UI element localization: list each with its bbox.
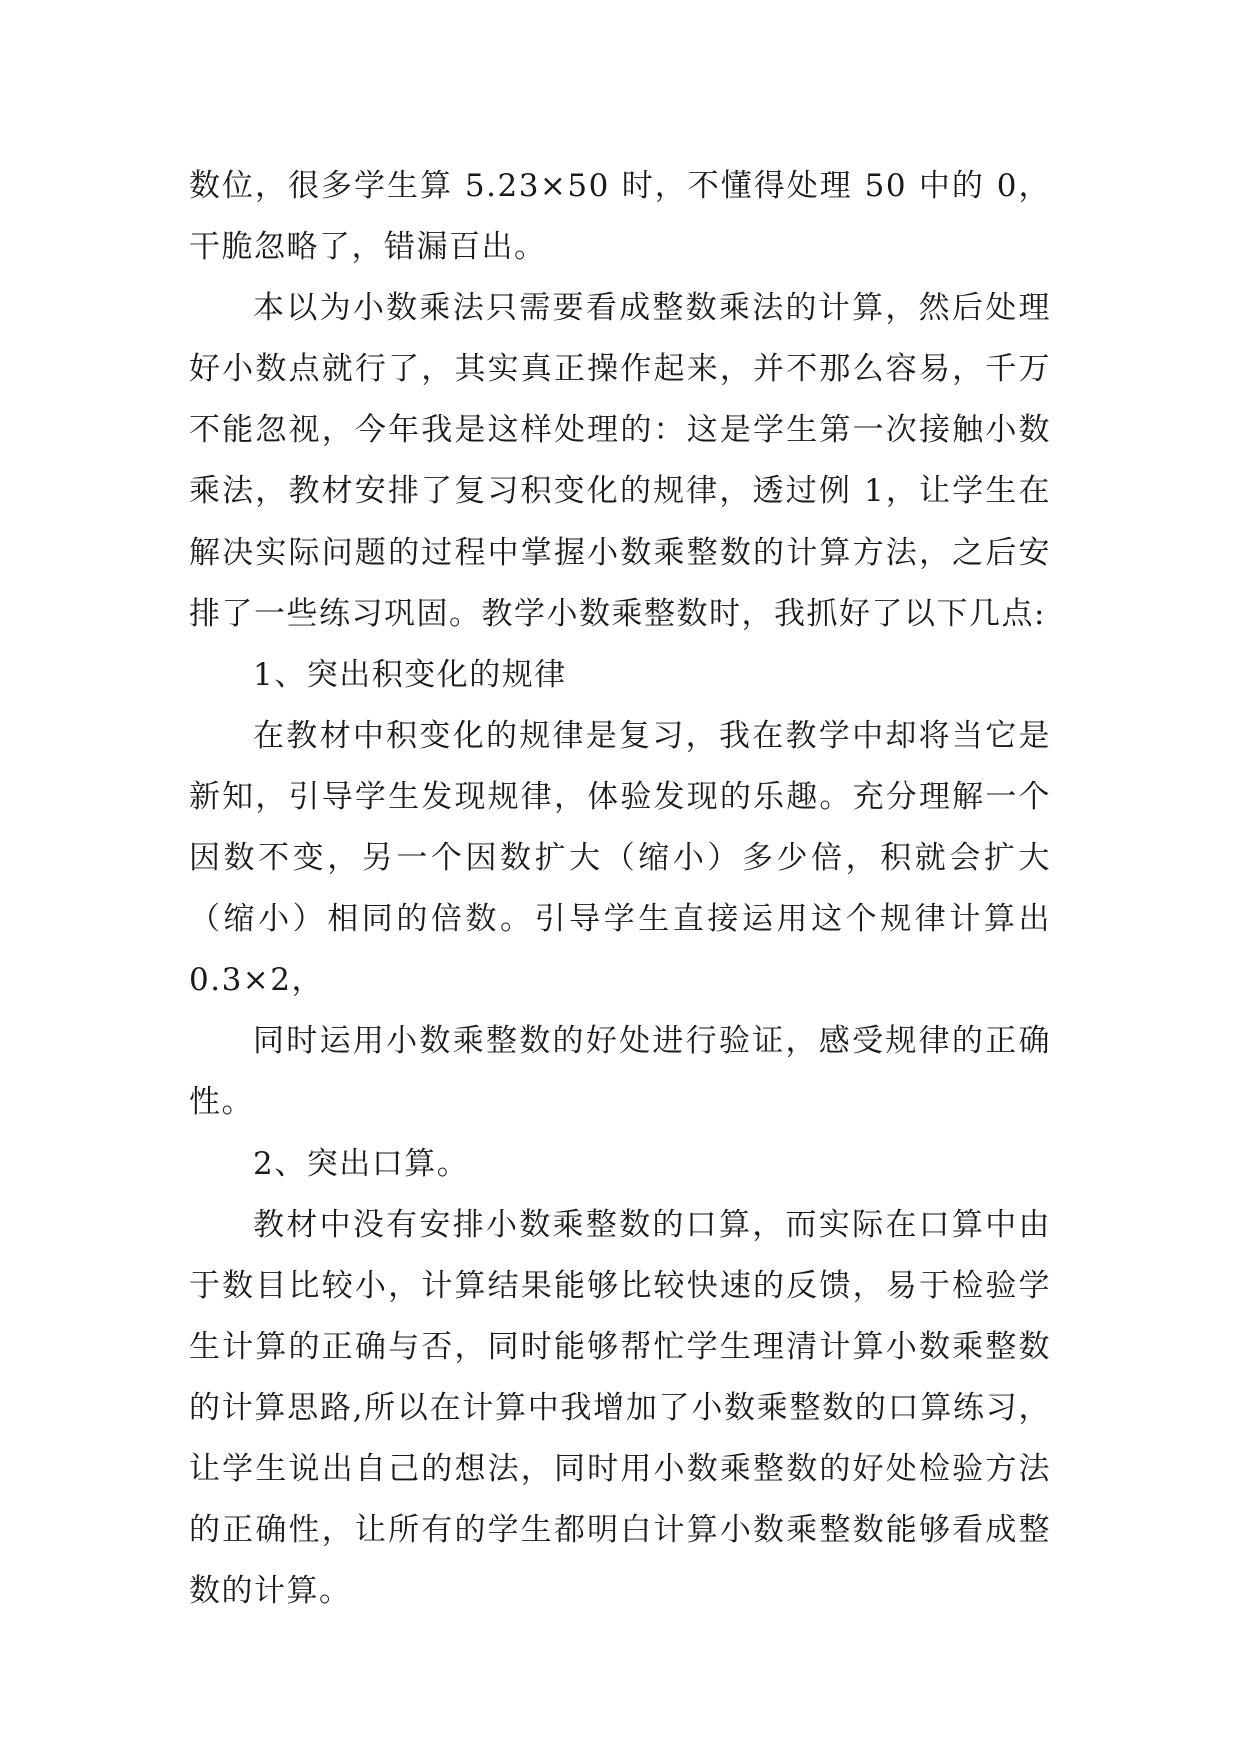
section-heading-1: 1、突出积变化的规律 <box>253 656 567 693</box>
paragraph-section-1-verify: 同时运用小数乘整数的好处进行验证，感受规律的正确性。 <box>189 1023 1051 1121</box>
document-body <box>189 156 1051 1622</box>
paragraph-section-2: 教材中没有安排小数乘整数的口算，而实际在口算中由于数目比较小，计算结果能够比较快速的反馈，易于检验学生计算的正确与否，同时能够帮忙学生理清计算小数乘整数的计算思路,所以在计算中我增加了小数乘整数的口算练习，让学生说出自己的想法，同时用小数乘整数的好处检验方法的正确性，让所有的学生都明白计算小数乘整数能够看成整数的计算。 <box>189 1206 1051 1610</box>
paragraph-intro: 本以为小数乘法只需要看成整数乘法的计算，然后处理好小数点就行了，其实真正操作起来，并不那么容易，千万不能忽视，今年我是这样处理的：这是学生第一次接触小数乘法，教材安排了复习积变化的规律，透过例 1，让学生在解决实际问题的过程中掌握小数乘整数的计算方法，之后安排了一些练习巩固。教学小数乘整数时，我抓好了以下几点: <box>189 290 1051 632</box>
paragraph-section-1: 在教材中积变化的规律是复习，我在教学中却将当它是新知，引导学生发现规律，体验发现的乐趣。充分理解一个因数不变，另一个因数扩大（缩小）多少倍，积就会扩大（缩小）相同的倍数。引导学生直接运用这个规律计算出 0.3×2， <box>189 717 1051 999</box>
paragraph-continuation: 数位，很多学生算 5.23×50 时，不懂得处理 50 中的 0，干脆忽略了，错漏百出。 <box>189 168 1051 266</box>
section-heading-2: 2、突出口算。 <box>253 1145 470 1182</box>
